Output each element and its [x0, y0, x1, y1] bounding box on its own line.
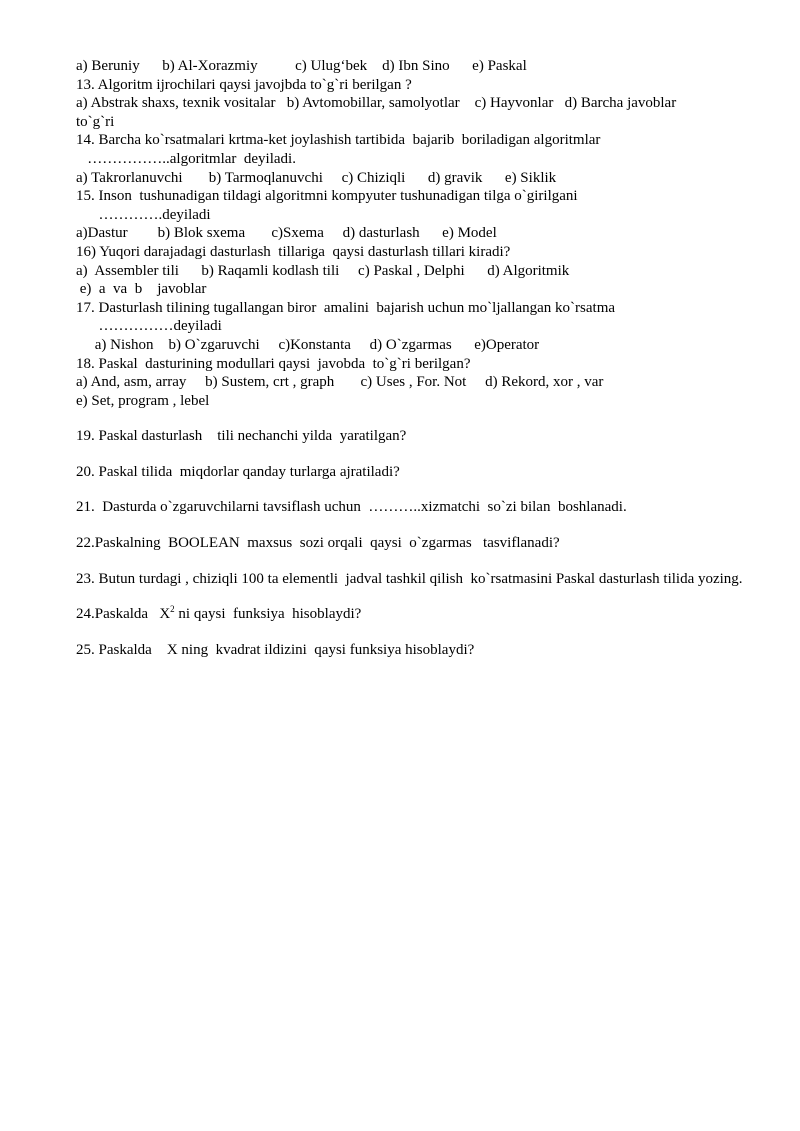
answer-options-q16-cont: e) a va b javoblar [76, 281, 207, 298]
answer-options-q18: a) And, asm, array b) Sustem, crt , graph c) Uses , For. Not d) Rekord, xor , var [76, 374, 604, 391]
question-18: 18. Paskal dasturining modullari qaysi javobda to`g`ri berilgan? [76, 355, 471, 372]
question-21: 21. Dasturda o`zgaruvchilarni tavsiflash uchun ………..xizmatchi so`zi bilan boshlanadi. [76, 499, 627, 516]
question-15-cont: ………….deyiladi [76, 206, 211, 223]
answer-options-q18-cont: e) Set, program , lebel [76, 392, 210, 409]
question-17-cont: ……………deyiladi [76, 318, 222, 335]
answer-options-q14: a) Takrorlanuvchi b) Tarmoqlanuvchi c) Chiziqli d) gravik e) Siklik [76, 169, 557, 186]
question-14-cont: ……………..algoritmlar deyiladi. [76, 150, 296, 167]
document-page [76, 57, 756, 659]
answer-options-q15: a)Dastur b) Blok sxema c)Sxema d) dasturlash e) Model [76, 225, 497, 242]
question-22: 22.Paskalning BOOLEAN maxsus sozi orqali qaysi o`zgarmas tasviflanadi? [76, 535, 560, 552]
superscript-exponent: 2 [170, 604, 175, 615]
question-23: 23. Butun turdagi , chiziqli 100 ta elementli jadval tashkil qilish ko`rsatmasini Paskal dasturlash tilida yozing. [76, 570, 743, 587]
question-14: 14. Barcha ko`rsatmalari krtma-ket joylashish tartibida bajarib boriladigan algoritmlar [76, 132, 601, 149]
question-24 [76, 605, 756, 624]
answer-options-q13-cont: to`g`ri [76, 113, 115, 130]
question-15: 15. Inson tushunadigan tildagi algoritmni kompyuter tushunadigan tilga o`girilgani [76, 188, 578, 205]
answer-options-q13: a) Abstrak shaxs, texnik vositalar b) Avtomobillar, samolyotlar c) Hayvonlar d) Barcha javoblar [76, 95, 677, 112]
question-17: 17. Dasturlash tilining tugallangan biror amalini bajarish uchun mo`ljallangan ko`rsatma [76, 299, 616, 316]
question-20: 20. Paskal tilida miqdorlar qanday turlarga ajratiladi? [76, 463, 400, 480]
answer-options-q12: a) Beruniy b) Al-Xorazmiy c) Ulug‘bek d) Ibn Sino e) Paskal [76, 58, 527, 74]
question-13: 13. Algoritm ijrochilari qaysi javojbda to`g`ri berilgan ? [76, 76, 412, 93]
answer-options-q17: a) Nishon b) O`zgaruvchi c)Konstanta d) O`zgarmas e)Operator [76, 336, 540, 353]
question-25: 25. Paskalda X ning kvadrat ildizini qaysi funksiya hisoblaydi? [76, 641, 475, 658]
question-16: 16) Yuqori darajadagi dasturlash tillariga qaysi dasturlash tillari kiradi? [76, 243, 511, 260]
answer-options-q16: a) Assembler tili b) Raqamli kodlash tili c) Paskal , Delphi d) Algoritmik [76, 262, 570, 279]
question-19: 19. Paskal dasturlash tili nechanchi yilda yaratilgan? [76, 428, 407, 445]
question-24-text: 24.Paskalda X [76, 606, 171, 623]
question-24-text-end: ni qaysi funksiya hisoblaydi? [174, 606, 362, 623]
